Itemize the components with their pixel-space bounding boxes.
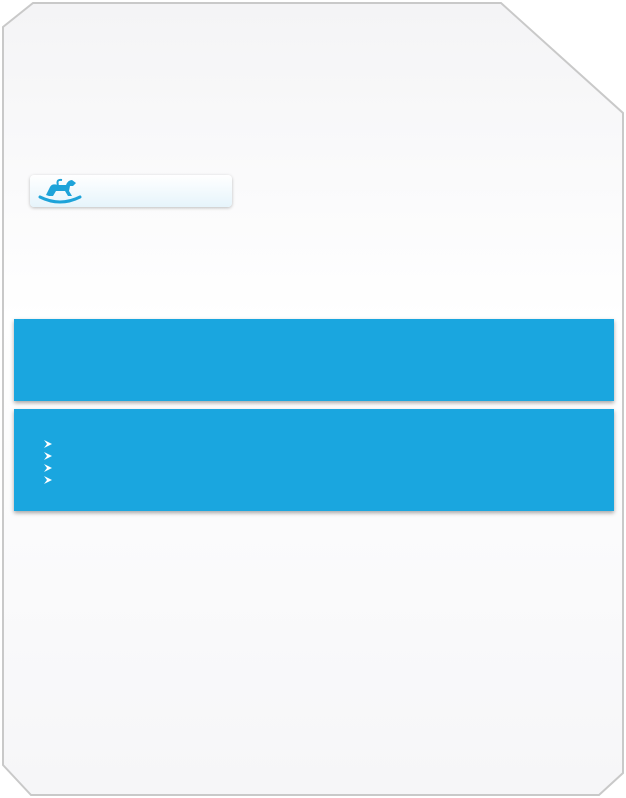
list-item [42,450,64,462]
contact-band [14,319,614,401]
arrow-bullet-icon [42,462,54,474]
list-item [42,438,64,450]
list-item [42,474,64,486]
maluch-logo [30,175,232,207]
arrow-bullet-icon [42,450,54,462]
rocking-horse-icon [36,177,84,205]
list-item [42,462,64,474]
poster [3,3,623,795]
benefits-list [42,438,64,486]
arrow-bullet-icon [42,438,54,450]
arrow-bullet-icon [42,474,54,486]
benefits-band [14,409,614,511]
